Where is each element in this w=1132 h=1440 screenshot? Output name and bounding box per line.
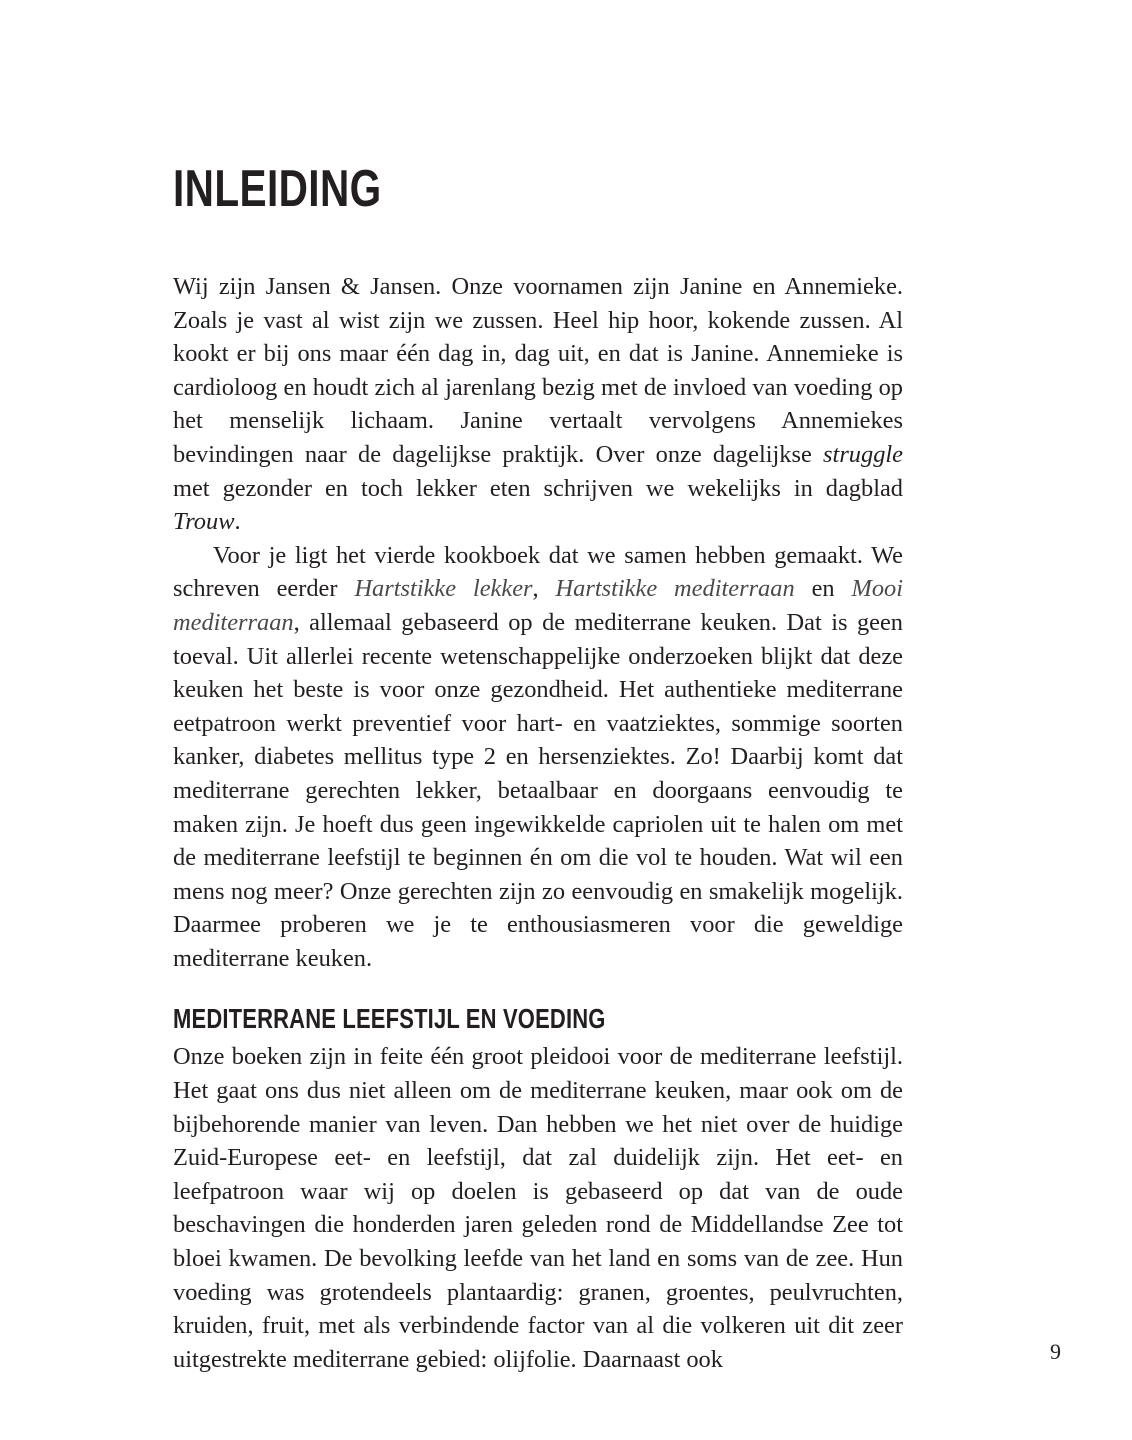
intro-paragraph-1: Wij zijn Jansen & Jansen. Onze voornamen zijn Janine en Annemieke. Zoals je vast al wist zijn we zussen. Heel hip hoor, kokende zussen. Al kookt er bij ons maar één dag in, dag uit, en dat is Janine. Annemieke is cardioloog en houdt zich al jarenlang bezig met de invloed van voeding op het menselijk lichaam. Janine vertaalt vervolgens Annemiekes bevindingen naar de dagelijkse praktijk. Over onze dagelijkse struggle met gezonder en toch lekker eten schrijven we wekelijks in dagblad Trouw.: [173, 273, 903, 536]
book-title: Hartstikke mediterraan: [555, 575, 795, 603]
page-number: 9: [1050, 1339, 1061, 1364]
book-title: Hartstikke lekker: [354, 575, 533, 603]
emphasized-text: struggle: [823, 440, 903, 468]
intro-paragraph-2: Voor je ligt het vierde kookboek dat we samen hebben gemaakt. We schreven eerder Hartstikke lekker, Hartstikke mediterraan en Mooi mediterraan, allemaal gebaseerd op de mediterrane keuken. Dat is geen toeval. Uit allerlei recente wetenschappelijke onderzoeken blijkt dat deze keuken het beste is voor onze gezondheid. Het authentieke mediterrane eetpatroon werkt preventief voor hart- en vaatziektes, sommige soorten kanker, diabetes mellitus type 2 en hersenziektes. Zo! Daarbij komt dat mediterrane gerechten lekker, betaalbaar en doorgaans eenvoudig te maken zijn. Je hoeft dus geen ingewikkelde capriolen uit te halen om met de mediterrane leefstijl te beginnen én om die vol te houden. Wat wil een mens nog meer? Onze gerechten zijn zo eenvoudig en smakelijk mogelijk. Daarmee proberen we je te enthousiasmeren voor die geweldige mediterrane keuken.: [173, 541, 904, 972]
page-content: [173, 0, 903, 1376]
emphasized-text: Trouw: [173, 508, 235, 536]
chapter-title: INLEIDING: [173, 160, 382, 218]
section-heading-mediterrane-leefstijl-en-voeding: MEDITERRANE LEEFSTIJL EN VOEDING: [173, 1003, 606, 1035]
book-title: Mooi mediterraan: [173, 575, 904, 636]
section-paragraph-1: Onze boeken zijn in feite één groot pleidooi voor de mediterrane leefstijl. Het gaat ons dus niet alleen om de mediterrane keuken, maar ook om de bijbehorende manier van leven. Dan hebben we het niet over de huidige Zuid-Europese eet- en leefstijl, dat zal duidelijk zijn. Het eet- en leefpatroon waar wij op doelen is gebaseerd op dat van de oude beschavingen die honderden jaren geleden rond de Middellandse Zee tot bloei kwamen. De bevolking leefde van het land en soms van de zee. Hun voeding was grotendeels plantaardig: granen, groentes, peulvruchten, kruiden, fruit, met als verbindende factor van al die volkeren uit dit zeer uitgestrekte mediterrane gebied: olijfolie. Daarnaast ook: [173, 1043, 903, 1373]
